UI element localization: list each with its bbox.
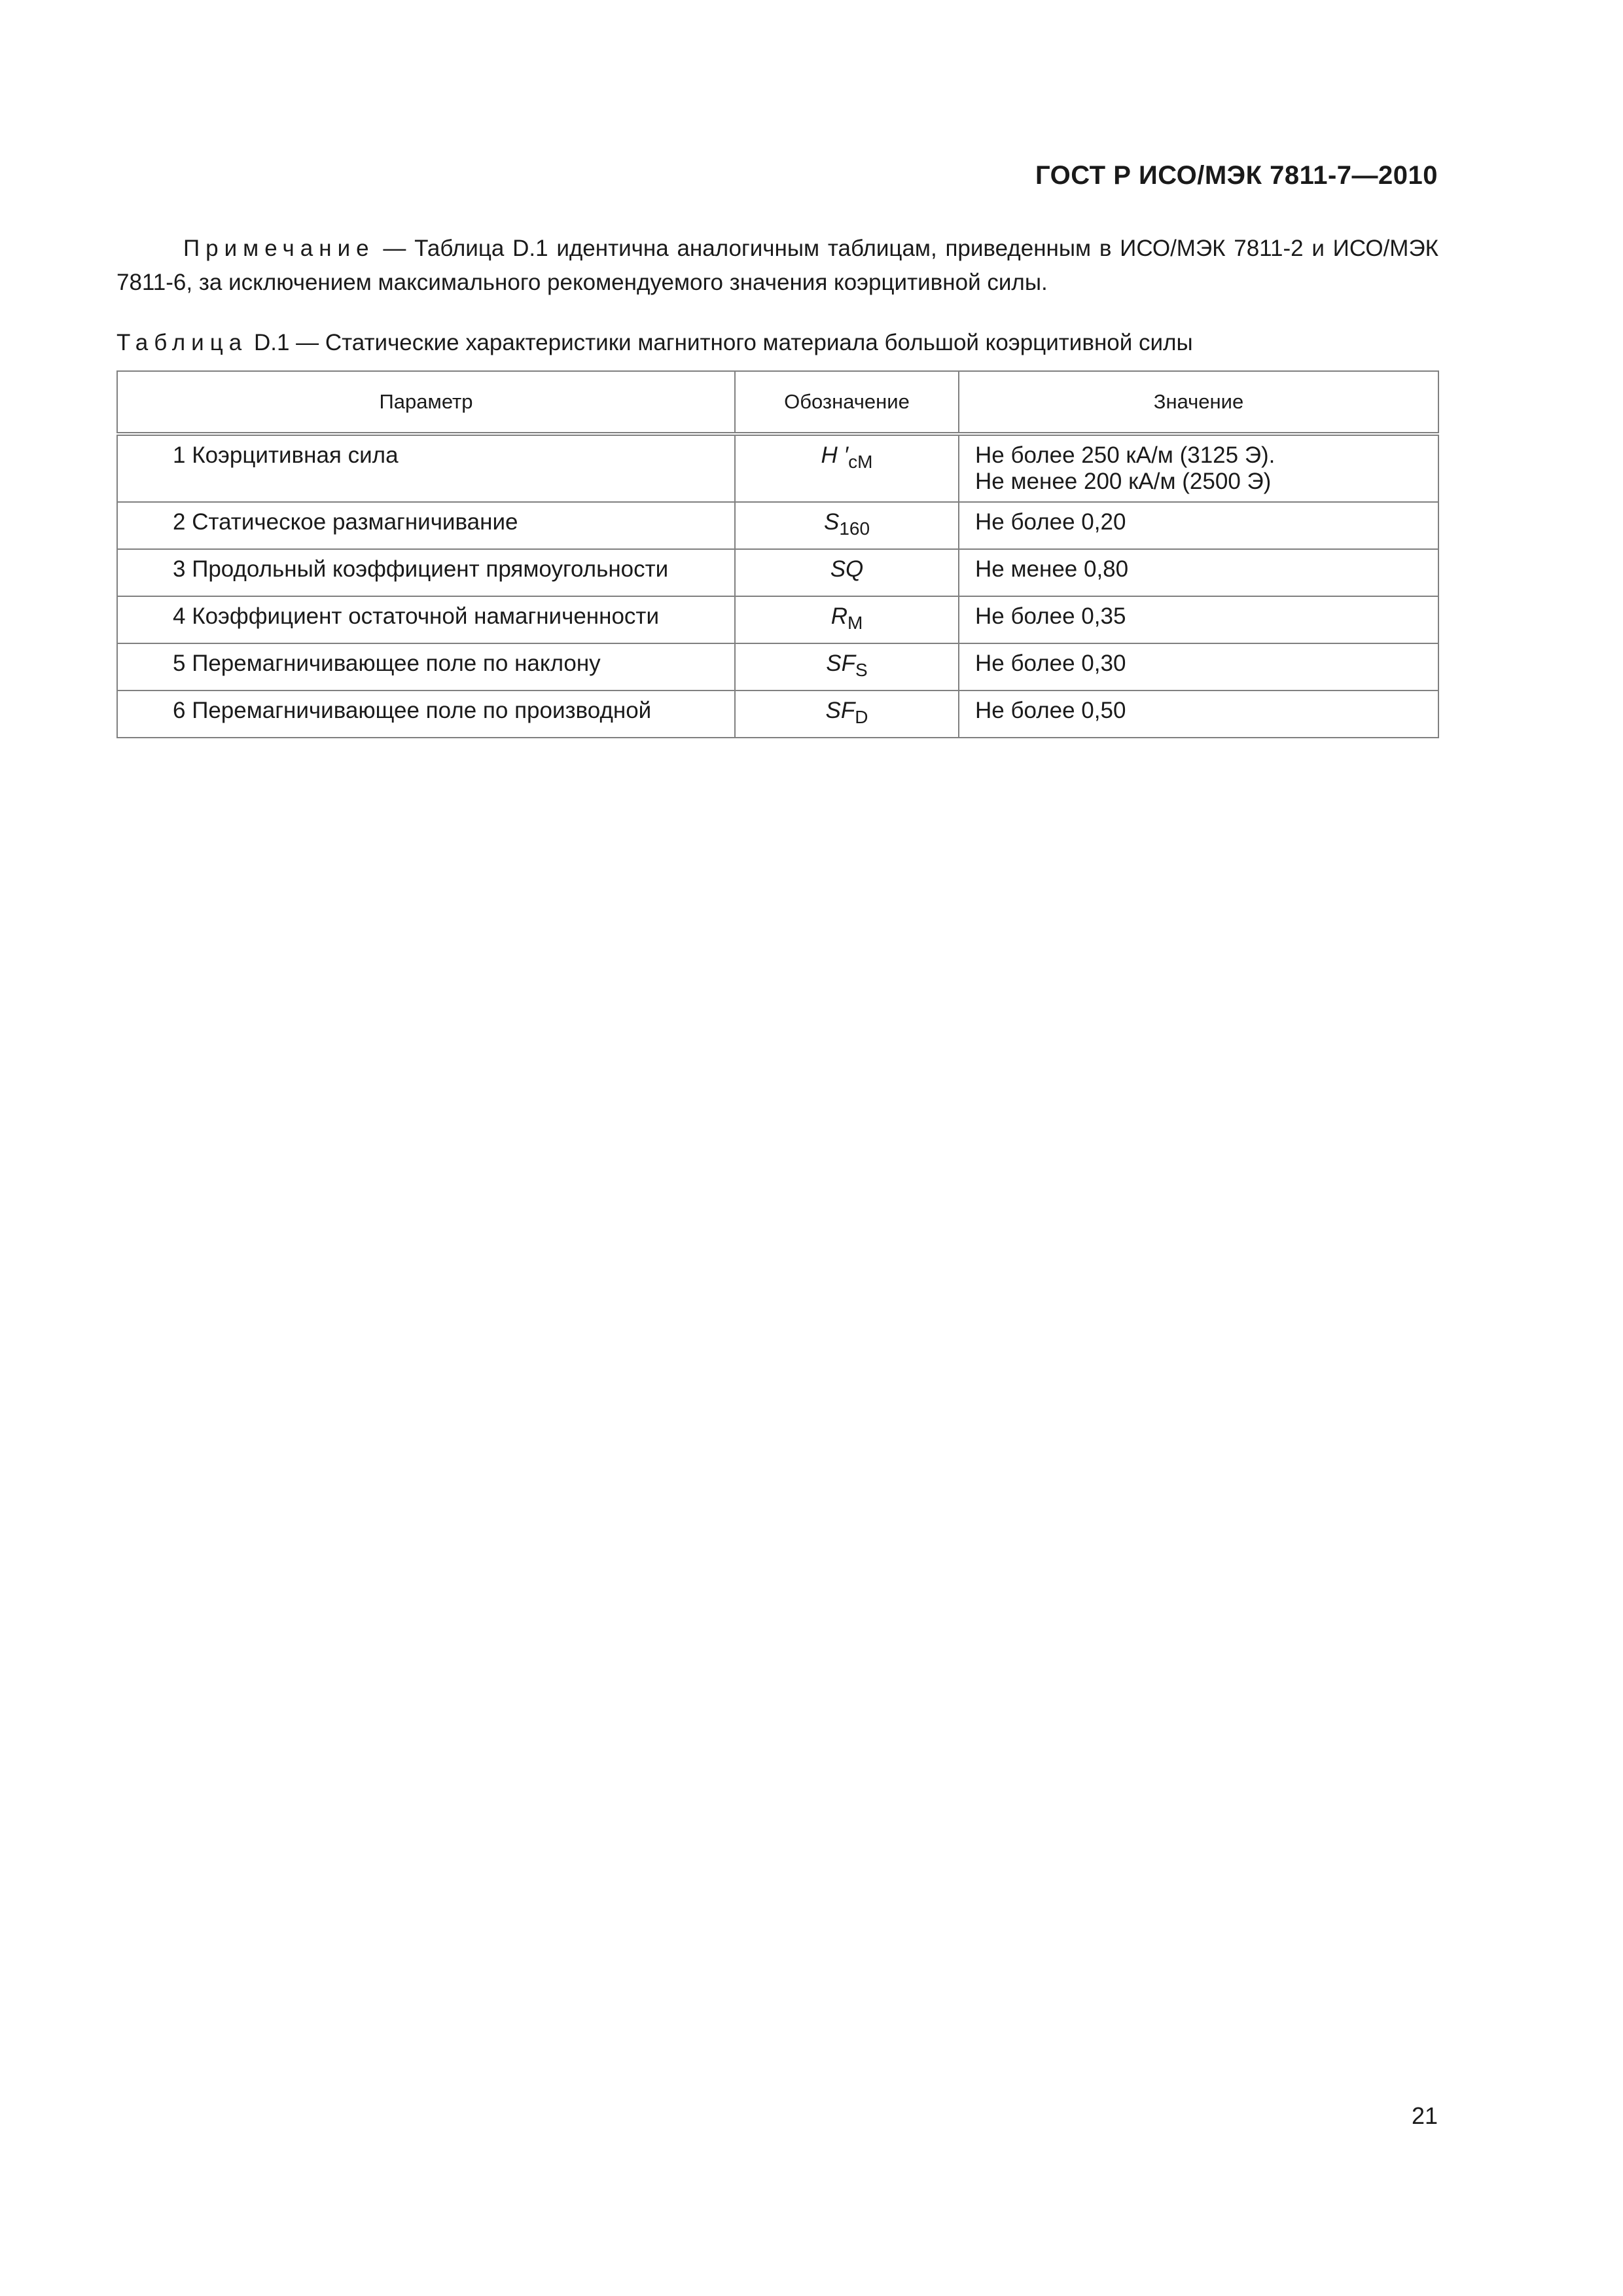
row-symbol (735, 691, 959, 738)
symbol-subscript: сМ (848, 452, 873, 472)
row-parameter: 1 Коэрцитивная сила (117, 434, 735, 502)
note-text: — Таблица D.1 идентична аналогичным таблицам, приведенным в ИСО/МЭК 7811-2 и ИСО/МЭК 7811-6, за исключением максимального рекомендуемого значения коэрцитивной силы. (116, 236, 1438, 295)
symbol-subscript: D (855, 707, 868, 727)
symbol-subscript: 160 (839, 518, 870, 539)
document-header: ГОСТ Р ИСО/МЭК 7811-7—2010 (1035, 161, 1438, 190)
header-value: Значение (959, 371, 1438, 434)
symbol-main: R (830, 603, 847, 629)
symbol-main: H ′ (821, 442, 849, 468)
note-label: Примечание (183, 236, 375, 261)
row-symbol (735, 643, 959, 691)
row-parameter: 3 Продольный коэффициент прямоугольности (117, 549, 735, 596)
note-paragraph (116, 232, 1438, 300)
row-parameter: 2 Статическое размагничивание (117, 502, 735, 549)
table-row (117, 596, 1438, 643)
header-parameter: Параметр (117, 371, 735, 434)
row-parameter: 5 Перемагничивающее поле по наклону (117, 643, 735, 691)
table-caption (116, 326, 1193, 360)
row-value: Не более 0,20 (959, 502, 1438, 549)
symbol-main: SF (826, 651, 856, 676)
table-caption-text: D.1 — Статические характеристики магнитного материала большой коэрцитивной силы (253, 330, 1193, 355)
row-value (959, 434, 1438, 502)
row-value: Не более 0,30 (959, 643, 1438, 691)
symbol-main: SQ (830, 556, 864, 582)
symbol-subscript: S (855, 660, 868, 680)
page-number: 21 (1411, 2102, 1438, 2129)
table-caption-label: Таблица (116, 330, 248, 355)
row-symbol (735, 596, 959, 643)
value-line: Не менее 200 кА/м (2500 Э) (975, 469, 1272, 494)
symbol-main: S (823, 509, 840, 535)
symbol-subscript: М (847, 613, 863, 633)
row-value: Не менее 0,80 (959, 549, 1438, 596)
row-symbol (735, 549, 959, 596)
characteristics-table (116, 370, 1439, 738)
table-row (117, 643, 1438, 691)
row-parameter: 4 Коэффициент остаточной намагниченности (117, 596, 735, 643)
value-line: Не более 250 кА/м (3125 Э). (975, 442, 1275, 468)
header-symbol: Обозначение (735, 371, 959, 434)
table-row (117, 691, 1438, 738)
table-row (117, 434, 1438, 502)
symbol-main: SF (825, 698, 855, 723)
table-header-row (117, 371, 1438, 434)
row-parameter: 6 Перемагничивающее поле по производной (117, 691, 735, 738)
row-value: Не более 0,50 (959, 691, 1438, 738)
table-row (117, 502, 1438, 549)
table-row (117, 549, 1438, 596)
row-symbol (735, 434, 959, 502)
row-symbol (735, 502, 959, 549)
row-value: Не более 0,35 (959, 596, 1438, 643)
